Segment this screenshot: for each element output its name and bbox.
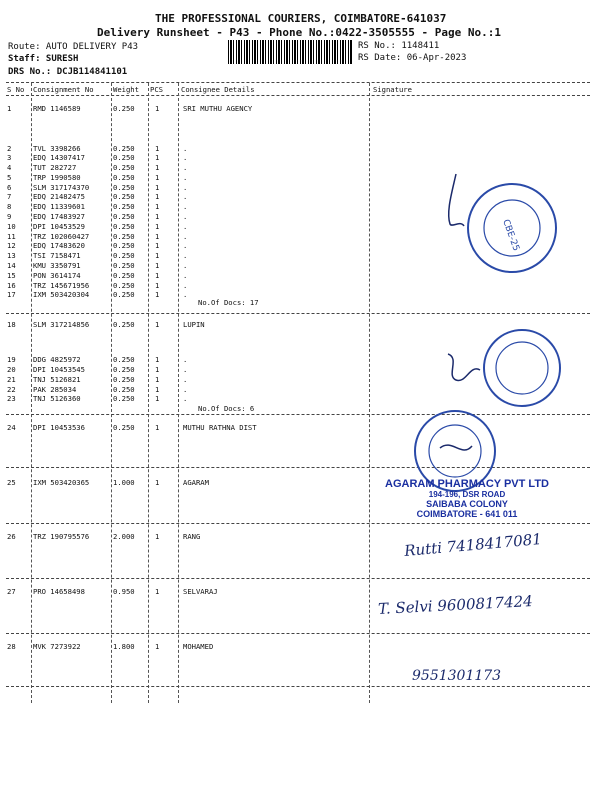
consignment-no: EDQ 14307417	[33, 153, 85, 162]
consignment-no: EDQ 17483927	[33, 212, 85, 221]
row-sno: 14	[7, 261, 16, 270]
col-signature: Signature	[373, 85, 412, 94]
col-rule	[31, 83, 32, 703]
consignment-no: SLM 317174370	[33, 183, 90, 192]
pcs: 1	[155, 173, 160, 182]
consignee-name: LUPIN	[183, 320, 205, 329]
agaram-line: COIMBATORE - 641 011	[416, 509, 518, 519]
consignment-no: TRZ 190795576	[33, 532, 90, 541]
svg-text:CBE-25: CBE-25	[500, 218, 521, 253]
rs-date: RS Date: 06-Apr-2023	[358, 53, 467, 63]
consignee-detail: .	[183, 355, 188, 364]
divider	[6, 523, 590, 524]
row-sno: 9	[7, 212, 12, 221]
handwritten-signature: 9551301173	[412, 668, 502, 684]
consignment-no: TNJ 5126360	[33, 394, 81, 403]
consignment-no: DPI 10453536	[33, 423, 85, 432]
divider	[6, 686, 590, 687]
consignment-no: RMD 1146589	[33, 104, 81, 113]
consignee-detail: .	[183, 385, 188, 394]
pcs: 1	[155, 222, 160, 231]
consignment-no: TNJ 5126821	[33, 375, 81, 384]
row-sno: 7	[7, 192, 12, 201]
consignee-detail: .	[183, 394, 188, 403]
pcs: 1	[155, 532, 160, 541]
weight: 0.250	[113, 355, 135, 364]
row-sno: 10	[7, 222, 16, 231]
row-sno: 12	[7, 241, 16, 250]
weight: 2.000	[113, 532, 135, 541]
col-rule	[369, 83, 370, 703]
consignment-no: DPI 10453529	[33, 222, 85, 231]
col-weight: Weight	[113, 85, 139, 94]
rs-no: RS No.: 1148411	[358, 41, 440, 51]
consignee-detail: .	[183, 271, 188, 280]
drs-label: DRS No.: DCJB114841101	[8, 67, 128, 77]
docs-count: No.Of Docs: 6	[198, 404, 255, 413]
divider	[6, 467, 590, 468]
col-rule	[178, 83, 179, 703]
divider	[6, 82, 590, 83]
barcode	[228, 40, 352, 64]
divider	[6, 95, 590, 96]
consignee-detail: .	[183, 153, 188, 162]
row-sno: 18	[7, 320, 16, 329]
row-sno: 24	[7, 423, 16, 432]
weight: 0.250	[113, 183, 135, 192]
consignee-detail: .	[183, 222, 188, 231]
row-sno: 17	[7, 290, 16, 299]
consignment-no: PAK 285034	[33, 385, 77, 394]
consignee-detail: .	[183, 241, 188, 250]
row-sno: 4	[7, 163, 12, 172]
lupin-stamp	[480, 326, 564, 410]
consignment-no: DDG 4825972	[33, 355, 81, 364]
row-sno: 26	[7, 532, 16, 541]
col-sno: S No	[7, 85, 25, 94]
consignment-no: TVL 3398266	[33, 144, 81, 153]
consignee-detail: .	[183, 212, 188, 221]
consignee-name: MUTHU RATHNA DIST	[183, 423, 257, 432]
pcs: 1	[155, 192, 160, 201]
row-sno: 2	[7, 144, 12, 153]
consignment-no: IXM 503420365	[33, 478, 90, 487]
consignee-detail: .	[183, 144, 188, 153]
weight: 0.250	[113, 375, 135, 384]
pcs: 1	[155, 281, 160, 290]
pcs: 1	[155, 261, 160, 270]
consignee-name: SRI MUTHU AGENCY	[183, 104, 253, 113]
weight: 0.250	[113, 202, 135, 211]
consignee-detail: .	[183, 365, 188, 374]
weight: 0.250	[113, 173, 135, 182]
row-sno: 15	[7, 271, 16, 280]
consignee-detail: .	[183, 183, 188, 192]
divider	[6, 633, 590, 634]
weight: 0.250	[113, 281, 135, 290]
row-sno: 1	[7, 104, 12, 113]
signature-mark	[442, 172, 472, 232]
weight: 0.250	[113, 163, 135, 172]
weight: 0.250	[113, 385, 135, 394]
pcs: 1	[155, 163, 160, 172]
pcs: 1	[155, 212, 160, 221]
weight: 0.250	[113, 261, 135, 270]
consignment-no: MVK 7273922	[33, 642, 81, 651]
consignee-name: SELVARAJ	[183, 587, 218, 596]
divider	[6, 414, 590, 415]
row-sno: 3	[7, 153, 12, 162]
pcs: 1	[155, 355, 160, 364]
distributor-stamp	[462, 178, 562, 278]
row-sno: 25	[7, 478, 16, 487]
consignee-detail: .	[183, 163, 188, 172]
row-sno: 22	[7, 385, 16, 394]
consignment-no: TRP 1990580	[33, 173, 81, 182]
consignment-no: SLM 317214856	[33, 320, 90, 329]
consignment-no: PRO 14658498	[33, 587, 85, 596]
doc-subtitle: Delivery Runsheet - P43 - Phone No.:0422-3505555 - Page No.:1	[97, 26, 501, 39]
row-sno: 19	[7, 355, 16, 364]
weight: 0.250	[113, 423, 135, 432]
col-pcs: PCS	[150, 85, 163, 94]
col-rule	[111, 83, 112, 703]
weight: 0.250	[113, 320, 135, 329]
docs-count: No.Of Docs: 17	[198, 298, 259, 307]
weight: 1.800	[113, 642, 135, 651]
col-rule	[148, 83, 149, 703]
row-sno: 13	[7, 251, 16, 260]
weight: 0.250	[113, 251, 135, 260]
weight: 0.250	[113, 394, 135, 403]
consignee-detail: .	[183, 251, 188, 260]
pcs: 1	[155, 394, 160, 403]
pcs: 1	[155, 183, 160, 192]
pcs: 1	[155, 241, 160, 250]
pcs: 1	[155, 153, 160, 162]
pcs: 1	[155, 320, 160, 329]
weight: 0.250	[113, 365, 135, 374]
weight: 0.250	[113, 271, 135, 280]
consignment-no: TRZ 145671956	[33, 281, 90, 290]
weight: 0.250	[113, 212, 135, 221]
weight: 0.950	[113, 587, 135, 596]
consignee-name: AGARAM	[183, 478, 209, 487]
row-sno: 28	[7, 642, 16, 651]
pcs: 1	[155, 642, 160, 651]
consignee-detail: .	[183, 281, 188, 290]
consignment-no: KMU 3350791	[33, 261, 81, 270]
row-sno: 27	[7, 587, 16, 596]
pcs: 1	[155, 232, 160, 241]
col-consignment: Consignment No	[33, 85, 94, 94]
weight: 0.250	[113, 290, 135, 299]
consignee-detail: .	[183, 261, 188, 270]
consignee-name: RANG	[183, 532, 201, 541]
consignment-no: DPI 10453545	[33, 365, 85, 374]
handwritten-signature: Rutti 7418417081	[403, 530, 543, 560]
consignee-detail: .	[183, 202, 188, 211]
pcs: 1	[155, 202, 160, 211]
weight: 0.250	[113, 104, 135, 113]
consignment-no: EDQ 21482475	[33, 192, 85, 201]
consignment-no: PON 3614174	[33, 271, 81, 280]
pcs: 1	[155, 423, 160, 432]
row-sno: 11	[7, 232, 16, 241]
pcs: 1	[155, 587, 160, 596]
weight: 1.000	[113, 478, 135, 487]
pcs: 1	[155, 375, 160, 384]
row-sno: 23	[7, 394, 16, 403]
pcs: 1	[155, 365, 160, 374]
pcs: 1	[155, 271, 160, 280]
row-sno: 16	[7, 281, 16, 290]
row-sno: 8	[7, 202, 12, 211]
col-consignee: Consignee Details	[181, 85, 255, 94]
weight: 0.250	[113, 232, 135, 241]
row-sno: 5	[7, 173, 12, 182]
weight: 0.250	[113, 144, 135, 153]
handwritten-signature: T. Selvi 9600817424	[377, 591, 534, 619]
consignment-no: TSI 7158471	[33, 251, 81, 260]
doc-title: THE PROFESSIONAL COURIERS, COIMBATORE-641037	[155, 12, 447, 25]
signature-mark	[440, 350, 484, 390]
consignment-no: IXM 503420304	[33, 290, 90, 299]
weight: 0.250	[113, 192, 135, 201]
row-sno: 20	[7, 365, 16, 374]
agaram-line: AGARAM PHARMACY PVT LTD	[385, 478, 549, 490]
consignment-no: TRZ 102060427	[33, 232, 90, 241]
consignment-no: TUT 282727	[33, 163, 77, 172]
pcs: 1	[155, 144, 160, 153]
pcs: 1	[155, 251, 160, 260]
weight: 0.250	[113, 241, 135, 250]
agaram-line: SAIBABA COLONY	[426, 499, 508, 509]
pcs: 1	[155, 478, 160, 487]
consignee-detail: .	[183, 375, 188, 384]
divider	[6, 313, 590, 314]
staff-label: Staff: SURESH	[8, 54, 79, 64]
pcs: 1	[155, 104, 160, 113]
weight: 0.250	[113, 222, 135, 231]
route-label: Route: AUTO DELIVERY P43	[8, 42, 139, 52]
consignee-name: MOHAMED	[183, 642, 214, 651]
consignee-detail: .	[183, 232, 188, 241]
row-sno: 21	[7, 375, 16, 384]
divider	[6, 578, 590, 579]
agaram-line: 194-196, DSR ROAD	[428, 490, 506, 499]
weight: 0.250	[113, 153, 135, 162]
agaram-stamp	[372, 478, 562, 519]
consignment-no: EDQ 11339601	[33, 202, 85, 211]
pcs: 1	[155, 290, 160, 299]
row-sno: 6	[7, 183, 12, 192]
pcs: 1	[155, 385, 160, 394]
consignment-no: EDQ 17483620	[33, 241, 85, 250]
consignee-detail: .	[183, 173, 188, 182]
consignee-detail: .	[183, 290, 188, 299]
consignee-detail: .	[183, 192, 188, 201]
